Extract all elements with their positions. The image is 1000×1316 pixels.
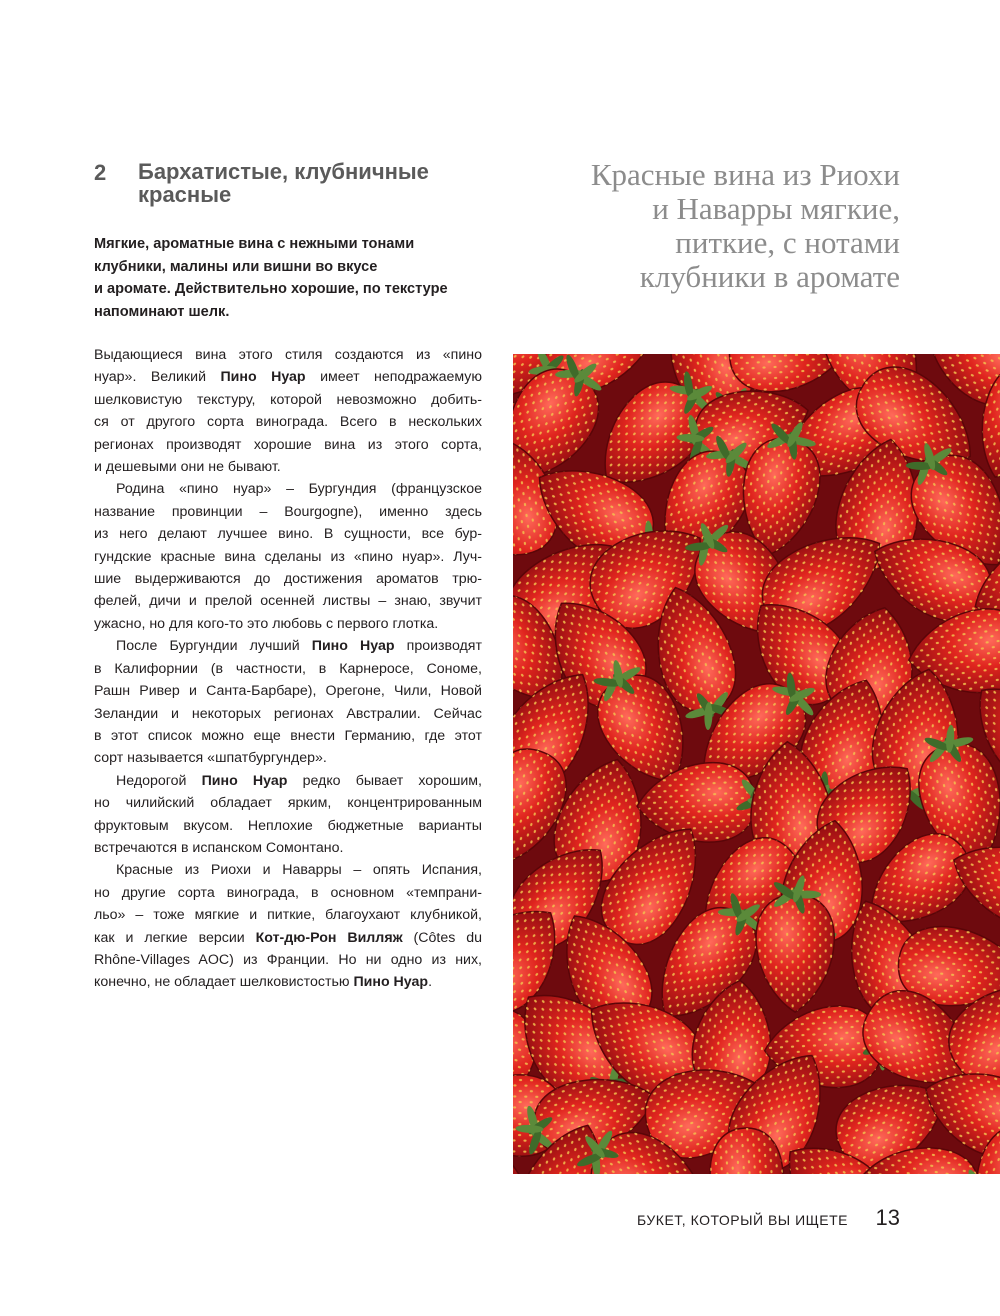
body-line xyxy=(94,546,482,568)
body-fragment: ужасно, но для кого-то это любовь с первого глотка. xyxy=(94,615,439,632)
lead-line: клубники, малины или вишни во вкусе xyxy=(94,258,378,275)
body-fragment: Рашн Ривер и Санта-Барбаре), Орегоне, Чили, Новой xyxy=(94,683,482,700)
body-fragment: как и легкие версии xyxy=(94,929,256,946)
body-fragment: Красные из Риохи и Наварры – опять Испания, xyxy=(116,862,482,879)
body-fragment: встречаются в испанском Сомонтано. xyxy=(94,839,344,856)
pull-quote xyxy=(480,158,900,294)
body-line xyxy=(94,837,482,859)
body-fragment: Зеландии и некоторых регионах Австралии. Сейчас xyxy=(94,705,482,722)
body-line xyxy=(94,568,482,590)
section-title xyxy=(138,160,468,206)
lead-line: Мягкие, ароматные вина с нежными тонами xyxy=(94,236,415,252)
body-fragment: из него делают лучшее вино. В сущности, все бур- xyxy=(94,526,482,543)
body-line xyxy=(94,366,482,388)
body-fragment: Недорогой xyxy=(116,772,202,789)
body-term: Пино Нуар xyxy=(220,369,306,386)
body-line xyxy=(94,613,482,635)
body-fragment: фруктовым вкусом. Неплохие бюджетные варианты xyxy=(94,817,482,834)
body-line xyxy=(94,949,482,971)
lead-line: и аромате. Действительно хорошие, по текстуре xyxy=(94,281,448,297)
body-line xyxy=(94,344,482,366)
body-line xyxy=(94,770,482,792)
body-line xyxy=(94,815,482,837)
body-line xyxy=(94,971,482,993)
body-fragment: но другие сорта винограда, в основном «темпрани- xyxy=(94,884,482,901)
body-line xyxy=(94,411,482,433)
body-line xyxy=(94,389,482,411)
body-line xyxy=(94,658,482,680)
body-line xyxy=(94,703,482,725)
strawberries-illustration xyxy=(513,354,1000,1174)
body-fragment: ся от другого сорта винограда. Всего в нескольких xyxy=(94,414,482,431)
section-number: 2 xyxy=(94,160,107,185)
body-fragment: имеет неподражаемую xyxy=(305,369,482,386)
pull-quote-line: питкие, с нотами xyxy=(675,225,900,260)
body-line xyxy=(94,456,482,478)
body-fragment: конечно, не обладает шелковистостью xyxy=(94,974,354,991)
body-line xyxy=(94,747,482,769)
body-term: Пино Нуар xyxy=(311,638,395,655)
strawberries-photo xyxy=(513,354,1000,1174)
section-title-line: Бархатистые, клубничные xyxy=(138,159,429,184)
running-title: БУКЕТ, КОТОРЫЙ ВЫ ИЩЕТЕ xyxy=(637,1212,848,1228)
body-text xyxy=(94,344,482,994)
body-line xyxy=(94,590,482,612)
body-fragment: шелковистую текстуру, которой невозможно добить- xyxy=(94,391,482,408)
body-line xyxy=(94,859,482,881)
body-line xyxy=(94,680,482,702)
pull-quote-line: Красные вина из Риохи xyxy=(590,157,900,192)
body-line xyxy=(94,478,482,500)
body-line xyxy=(94,523,482,545)
body-line xyxy=(94,501,482,523)
page-number: 13 xyxy=(875,1205,900,1230)
body-term: Кот-дю-Рон Вилляж xyxy=(255,929,403,946)
body-fragment: гундские красные вина сделаны из «пино нуар». Луч- xyxy=(94,548,482,565)
body-line xyxy=(94,904,482,926)
body-fragment: шие выдерживаются до достижения ароматов трю- xyxy=(94,571,482,588)
body-fragment: редко бывает хорошим, xyxy=(287,772,482,789)
lead-line: напоминают шелк. xyxy=(94,303,230,320)
body-fragment: в Калифорнии (в частности, в Карнеросе, Сономе, xyxy=(94,660,482,677)
body-fragment: в этот список можно еще внести Германию, где этот xyxy=(94,727,482,744)
body-fragment: но чилийский обладает ярким, концентрированным xyxy=(94,795,482,812)
body-fragment: название провинции – Bourgogne), именно здесь xyxy=(94,503,482,520)
lead-paragraph xyxy=(94,233,484,323)
body-fragment: (Côtes du xyxy=(402,929,483,946)
body-line xyxy=(94,635,482,657)
body-fragment: Выдающиеся вина этого стиля создаются из «пино xyxy=(94,347,482,363)
body-fragment: После Бургундии лучший xyxy=(116,638,312,655)
body-term: Пино Нуар xyxy=(353,974,429,991)
body-term: Пино Нуар xyxy=(201,772,288,789)
pull-quote-line: клубники в аромате xyxy=(639,259,900,294)
body-fragment: нуар». Великий xyxy=(94,369,221,386)
body-fragment: сорт называется «шпатбургундер». xyxy=(94,750,327,767)
pull-quote-line: и Наварры мягкие, xyxy=(652,191,900,226)
body-fragment: производят xyxy=(394,638,482,655)
body-line xyxy=(94,725,482,747)
body-line xyxy=(94,882,482,904)
body-line xyxy=(94,792,482,814)
body-fragment: фелей, дичи и прелой осенней листвы – знаю, звучит xyxy=(94,593,482,610)
body-fragment: и дешевыми они не бывают. xyxy=(94,459,281,476)
body-fragment: Родина «пино нуар» – Бургундия (французское xyxy=(116,481,482,498)
section-title-line: красные xyxy=(138,182,232,207)
body-fragment: Rhône-Villages AOC) из Франции. Но ни одно из них, xyxy=(94,951,482,968)
body-line xyxy=(94,927,482,949)
body-line xyxy=(94,434,482,456)
body-fragment: льо» – тоже мягкие и питкие, благоухают клубникой, xyxy=(94,907,482,924)
body-fragment: . xyxy=(428,974,433,991)
body-fragment: регионах производят хорошие вина из этого сорта, xyxy=(94,436,482,453)
